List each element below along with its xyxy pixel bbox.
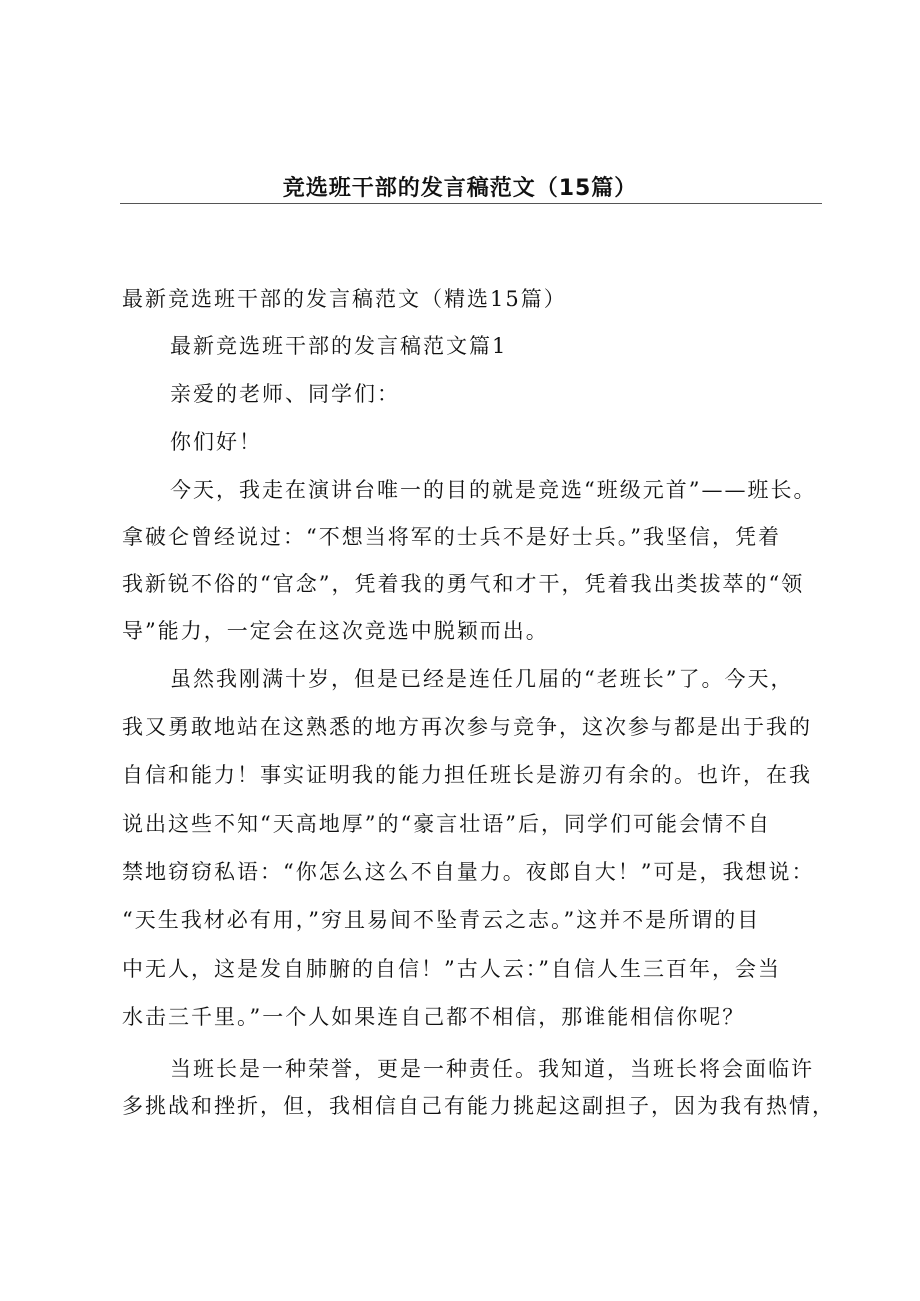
paragraph-line: 我又勇敢地站在这熟悉的地方再次参与竞争，这次参与都是出于我的 bbox=[122, 715, 812, 739]
paragraph-line: 我新锐不俗的“官念”，凭着我的勇气和才干，凭着我出类拔萃的“领 bbox=[122, 572, 805, 596]
section-heading: 最新竞选班干部的发言稿范文篇1 bbox=[170, 334, 508, 358]
paragraph-line: 导”能力，一定会在这次竞选中脱颖而出。 bbox=[122, 619, 549, 643]
hello-line: 你们好！ bbox=[170, 430, 262, 454]
greeting-line: 亲爱的老师、同学们： bbox=[170, 382, 400, 406]
paragraph-line: 今天，我走在演讲台唯一的目的就是竞选“班级元首”——班长。 bbox=[170, 478, 817, 502]
paragraph-line: 水击三千里。”一个人如果连自己都不相信，那谁能相信你呢？ bbox=[122, 1005, 746, 1029]
paragraph-line: 当班长是一种荣誉，更是一种责任。我知道，当班长将会面临许 bbox=[170, 1057, 814, 1081]
paragraph-line: 中无人，这是发自肺腑的自信！”古人云：”自信人生三百年，会当 bbox=[122, 957, 781, 981]
title-underline bbox=[120, 203, 822, 204]
paragraph-line: 虽然我刚满十岁，但是已经是连任几届的“老班长”了。今天， bbox=[170, 667, 794, 691]
document-subtitle: 最新竞选班干部的发言稿范文（精选15篇） bbox=[122, 287, 567, 311]
paragraph-line: 拿破仑曾经说过：“不想当将军的士兵不是好士兵。”我坚信，凭着 bbox=[122, 525, 781, 549]
paragraph-line: “天生我材必有用，”穷且易间不坠青云之志。”这并不是所谓的目 bbox=[122, 908, 761, 932]
document-title: 竞选班干部的发言稿范文（15篇） bbox=[282, 176, 638, 201]
paragraph-line: 自信和能力！事实证明我的能力担任班长是游刃有余的。也许，在我 bbox=[122, 763, 812, 787]
paragraph-line: 多挑战和挫折，但，我相信自己有能力挑起这副担子，因为我有热情， bbox=[122, 1094, 835, 1118]
paragraph-line: 禁地窃窃私语：“你怎么这么不自量力。夜郎自大！”可是，我想说： bbox=[122, 860, 815, 884]
paragraph-line: 说出这些不知“天高地厚”的“豪言壮语”后，同学们可能会情不自 bbox=[122, 812, 771, 836]
